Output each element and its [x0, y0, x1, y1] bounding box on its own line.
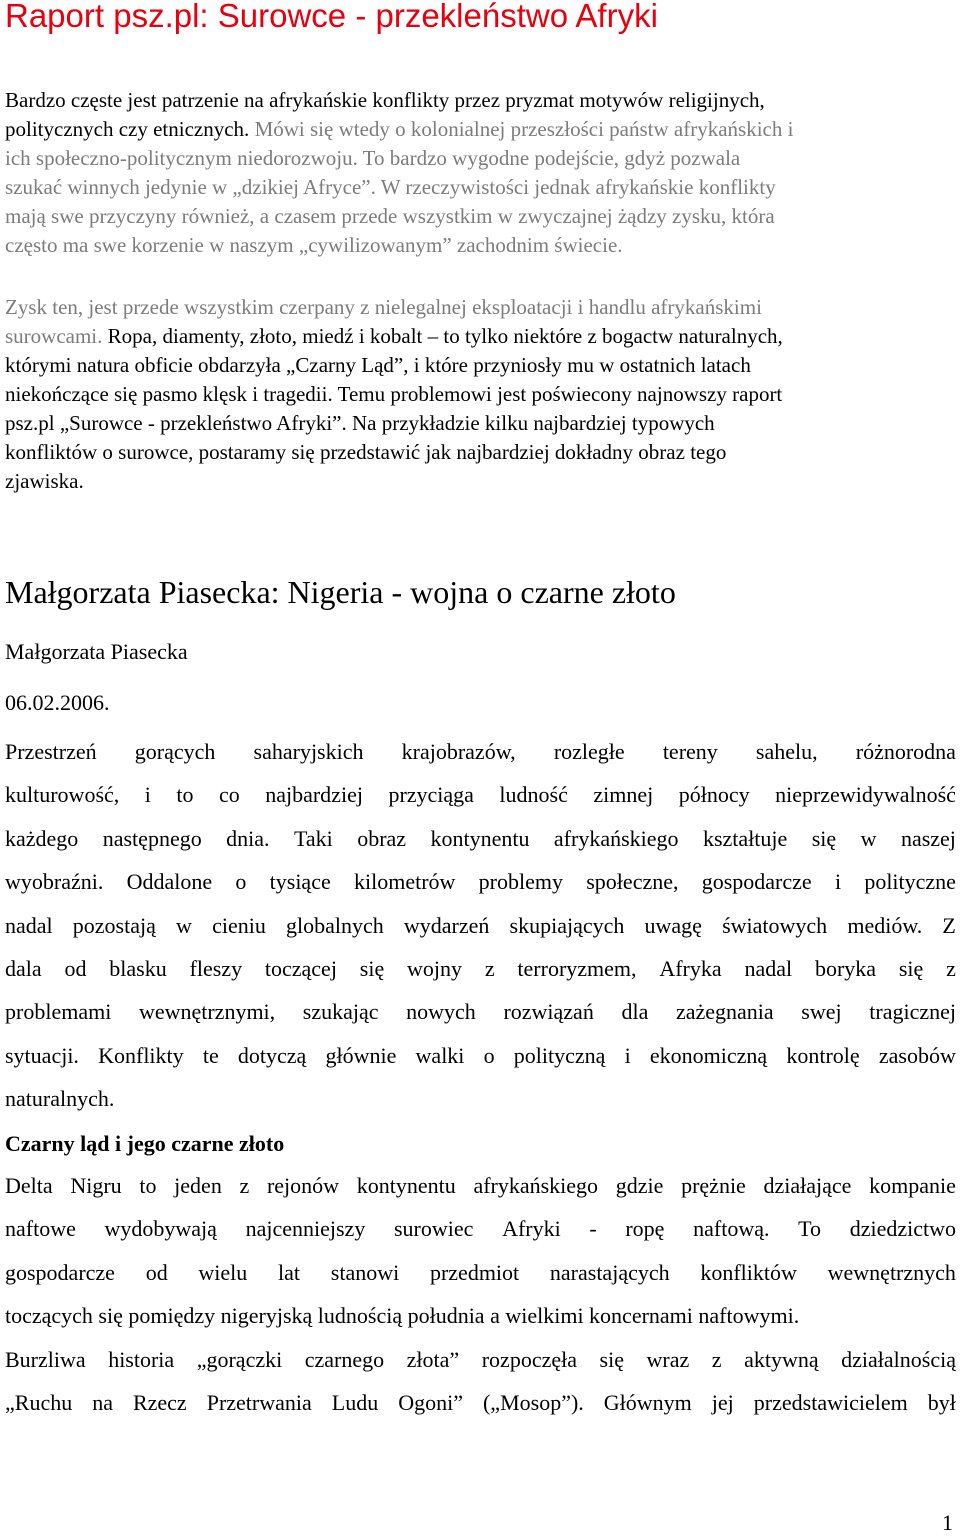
- word: czarnego: [304, 1347, 385, 1372]
- word: kontynentu: [430, 825, 530, 851]
- word: ekonomiczną: [649, 1042, 768, 1068]
- word: Przestrzeń: [5, 739, 97, 764]
- word: działalnością: [841, 1347, 956, 1372]
- word: nowych: [406, 999, 476, 1025]
- word: problemami: [5, 999, 112, 1025]
- word: z: [239, 1173, 250, 1198]
- word: saharyjskich: [253, 739, 364, 764]
- word: nadal: [5, 912, 53, 938]
- word: w: [176, 912, 192, 938]
- word: dla: [621, 999, 649, 1025]
- word: naftowe: [5, 1216, 76, 1242]
- word: tragicznej: [869, 999, 956, 1025]
- justified-line: [5, 947, 956, 990]
- intro-line: szukać winnych jedynie w „dzikiej Afryce”. W rzeczywistości jednak afrykańskie konflikty: [5, 175, 776, 199]
- word: się: [811, 825, 837, 851]
- word: Głównym: [603, 1390, 692, 1416]
- word: problemy: [478, 869, 563, 895]
- word: najbardziej: [265, 782, 363, 808]
- word: naszej: [900, 825, 956, 851]
- word: wielu: [198, 1259, 248, 1285]
- word: dnia.: [226, 825, 270, 851]
- word: społeczne,: [586, 869, 679, 895]
- intro-line: Bardzo częste jest patrzenie na afrykańskie konflikty przez pryzmat motywów religijnych,: [5, 88, 765, 112]
- word: swej: [801, 999, 842, 1025]
- intro-paragraph-2: [5, 293, 955, 496]
- word: Burzliwa: [5, 1347, 86, 1372]
- article-date: 06.02.2006.: [5, 690, 110, 715]
- word: światowych: [722, 912, 828, 938]
- word: przyciąga: [388, 782, 474, 808]
- word: kulturowość,: [5, 782, 120, 808]
- word: narastających: [549, 1259, 670, 1285]
- word: wraz: [646, 1347, 690, 1372]
- intro-line: surowcami. Ropa, diamenty, złoto, miedź i kobalt – to tylko niektóre z bogactw naturalnych,: [5, 324, 783, 348]
- article-paragraph-3: [5, 1338, 956, 1425]
- word: obraz: [357, 825, 407, 851]
- word: przedstawicielem: [753, 1390, 908, 1416]
- justified-line: [5, 1338, 956, 1381]
- word: Konflikty: [98, 1042, 184, 1068]
- justified-line: [5, 817, 956, 860]
- word: kontynentu: [356, 1173, 456, 1198]
- word: To: [798, 1216, 822, 1242]
- word: boryka: [814, 955, 877, 981]
- justified-line: [5, 1164, 956, 1207]
- justified-line: [5, 1381, 956, 1424]
- justified-line: [5, 730, 956, 773]
- word: różnorodna: [855, 739, 956, 764]
- intro-line: politycznych czy etnicznych. Mówi się wtedy o kolonialnej przeszłości państw afrykańskich i: [5, 117, 794, 141]
- word: wewnętrznymi,: [138, 999, 276, 1025]
- word: z: [946, 955, 956, 981]
- word: i: [144, 782, 151, 808]
- word: dotyczą: [237, 1042, 307, 1068]
- word: wojny: [407, 955, 463, 981]
- word: Ogoni”: [398, 1390, 463, 1416]
- article-paragraph-1: [5, 730, 956, 1121]
- word: ropę: [625, 1216, 665, 1242]
- word: z: [484, 955, 495, 981]
- intro-paragraph-1: [5, 86, 955, 260]
- word: rozległe: [553, 739, 625, 764]
- word: o: [235, 869, 247, 895]
- word: „gorączki: [196, 1347, 283, 1372]
- justified-line: [5, 1034, 956, 1077]
- word: tysiące: [269, 869, 331, 895]
- word: sytuacji.: [5, 1042, 79, 1068]
- word: Oddalone: [126, 869, 213, 895]
- word: na: [92, 1390, 113, 1416]
- intro-line: psz.pl „Surowce - przekleństwo Afryki”. Na przykładzie kilku najbardziej typowych: [5, 411, 715, 435]
- intro-line: ich społeczno-politycznym niedorozwoju. To bardzo wygodne podejście, gdyż pozwala: [5, 146, 741, 170]
- word: tereny: [662, 739, 718, 764]
- word: („Mosop”).: [482, 1390, 584, 1416]
- word: wewnętrznych: [827, 1259, 956, 1285]
- justified-line: [5, 860, 956, 903]
- article-paragraph-2: [5, 1164, 956, 1338]
- word: afrykańskiego: [553, 825, 679, 851]
- word: pozostają: [72, 912, 156, 938]
- word: Rzecz: [132, 1390, 187, 1416]
- word: przedmiot: [429, 1259, 520, 1285]
- word: globalnych: [285, 912, 384, 938]
- word: konfliktów: [700, 1259, 797, 1285]
- intro-line: zjawiska.: [5, 469, 84, 493]
- word: walki: [415, 1042, 465, 1068]
- word: cieniu: [212, 912, 266, 938]
- word: się: [359, 955, 385, 981]
- intro-line: często ma swe korzenie w naszym „cywilizowanym” zachodnim świecie.: [5, 233, 623, 257]
- word: fleszy: [189, 955, 243, 981]
- word: gospodarcze: [5, 1259, 115, 1285]
- word: Z: [942, 912, 956, 938]
- word: jej: [711, 1390, 734, 1416]
- word: gdzie: [615, 1173, 664, 1198]
- word: gospodarcze: [701, 869, 812, 895]
- word: od: [64, 955, 87, 981]
- word: od: [145, 1259, 168, 1285]
- word: się: [599, 1347, 624, 1372]
- word: zimnej: [593, 782, 654, 808]
- word: wydobywają: [104, 1216, 217, 1242]
- word: się: [898, 955, 924, 981]
- word: toczącej: [264, 955, 337, 981]
- word: naftową.: [693, 1216, 770, 1242]
- last-line: naturalnych.: [5, 1086, 115, 1112]
- intro-line: którymi natura obficie obdarzyła „Czarny Ląd”, i które przyniosły mu w ostatnich latach: [5, 353, 751, 377]
- word: „Ruchu: [5, 1390, 73, 1416]
- word: dala: [5, 955, 42, 981]
- intro-line: mają swe przyczyny również, a czasem przede wszystkim w zwyczajnej żądzy zysku, która: [5, 204, 775, 228]
- word: wydarzeń: [403, 912, 490, 938]
- word: głównie: [325, 1042, 397, 1068]
- word: nadal: [744, 955, 793, 981]
- word: polityczne: [864, 869, 956, 895]
- word: stanowi: [330, 1259, 400, 1285]
- word: rejonów: [266, 1173, 340, 1198]
- intro-line: niekończące się pasmo klęsk i tragedii. Temu problemowi jest poświecony najnowszy raport: [5, 382, 783, 406]
- word: i: [624, 1042, 631, 1068]
- word: najcenniejszy: [245, 1216, 366, 1242]
- word: Afryka: [659, 955, 722, 981]
- word: Afryki: [502, 1216, 561, 1242]
- justified-line: [5, 990, 956, 1033]
- word: lat: [278, 1259, 301, 1285]
- word: te: [202, 1042, 219, 1068]
- justified-line: [5, 1207, 956, 1250]
- word: z: [711, 1347, 722, 1372]
- word: mediów.: [847, 912, 923, 938]
- word: blasku: [109, 955, 167, 981]
- word: ludność: [499, 782, 568, 808]
- last-line: toczących się pomiędzy nigeryjską ludnością południa a wielkimi koncernami naftowymi.: [5, 1303, 800, 1329]
- word: o: [483, 1042, 495, 1068]
- word: złota”: [406, 1347, 460, 1372]
- word: historia: [108, 1347, 175, 1372]
- word: Nigru: [70, 1173, 122, 1198]
- word: uwagę: [644, 912, 702, 938]
- word: co: [218, 782, 240, 808]
- intro-line: Zysk ten, jest przede wszystkim czerpany z nielegalnej eksploatacji i handlu afrykańskimi: [5, 295, 762, 319]
- section-subheading: Czarny ląd i jego czarne złoto: [5, 1131, 285, 1156]
- word: był: [927, 1390, 956, 1416]
- word: dziedzictwo: [849, 1216, 956, 1242]
- justified-line: [5, 1251, 956, 1294]
- word: prężnie: [681, 1173, 746, 1198]
- word: następnego: [102, 825, 202, 851]
- word: wyobraźni.: [5, 869, 104, 895]
- word: zażegnania: [675, 999, 774, 1025]
- word: każdego: [5, 825, 79, 851]
- word: i: [834, 869, 842, 895]
- word: rozpoczęła: [481, 1347, 577, 1372]
- word: Taki: [293, 825, 333, 851]
- word: surowiec: [393, 1216, 474, 1242]
- word: Przetrwania: [206, 1390, 312, 1416]
- page-number: 1: [942, 1510, 953, 1535]
- word: sahelu,: [755, 739, 818, 764]
- word: -: [589, 1216, 597, 1242]
- word: szukając: [302, 999, 379, 1025]
- word: aktywną: [744, 1347, 819, 1372]
- word: północy: [678, 782, 750, 808]
- word: jeden: [174, 1173, 222, 1198]
- word: Ludu: [331, 1390, 379, 1416]
- word: w: [860, 825, 877, 851]
- word: rozwiązań: [503, 999, 594, 1025]
- word: kształtuje: [702, 825, 788, 851]
- word: Delta: [5, 1173, 53, 1198]
- report-title: Raport psz.pl: Surowce - przekleństwo Afryki: [5, 0, 658, 34]
- article-author: Małgorzata Piasecka: [5, 639, 188, 664]
- word: gorących: [134, 739, 216, 764]
- justified-line: [5, 773, 956, 816]
- intro-line: konfliktów o surowce, postaramy się przedstawić jak najbardziej dokładny obraz tego: [5, 440, 727, 464]
- justified-line: [5, 904, 956, 947]
- word: afrykańskiego: [473, 1173, 599, 1198]
- word: działające: [763, 1173, 852, 1198]
- word: to: [139, 1173, 157, 1198]
- word: skupiających: [509, 912, 625, 938]
- word: polityczną: [513, 1042, 606, 1068]
- word: kontrolę: [786, 1042, 860, 1068]
- word: zasobów: [878, 1042, 956, 1068]
- word: kompanie: [869, 1173, 956, 1198]
- word: nieprzewidywalność: [775, 782, 956, 808]
- word: kilometrów: [353, 869, 456, 895]
- word: terroryzmem,: [517, 955, 637, 981]
- word: krajobrazów,: [401, 739, 516, 764]
- word: to: [176, 782, 194, 808]
- article-title: Małgorzata Piasecka: Nigeria - wojna o czarne złoto: [5, 574, 676, 610]
